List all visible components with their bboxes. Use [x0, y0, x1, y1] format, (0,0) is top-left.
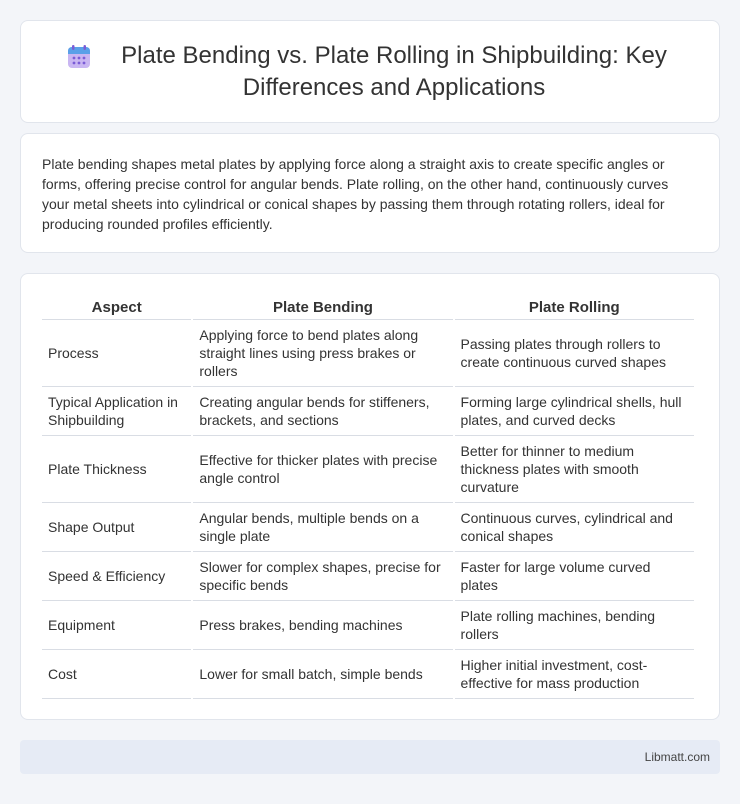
cell-aspect: Plate Thickness: [42, 436, 191, 503]
footer-source[interactable]: Libmatt.com: [644, 750, 710, 764]
footer: [20, 740, 720, 774]
table-row: [42, 552, 694, 601]
calendar-icon: [66, 44, 92, 70]
cell-plate-rolling: Higher initial investment, cost-effective for mass production: [455, 650, 694, 699]
intro-text: Plate bending shapes metal plates by applying force along a straight axis to create specific angles or forms, offering precise control for angular bends. Plate rolling, on the other hand, continuously curves your metal sheets into cylindrical or conical shapes by passing them through rotating rollers, ideal for producing rounded profiles efficiently.: [42, 156, 669, 232]
cell-plate-bending: Lower for small batch, simple bends: [193, 650, 452, 699]
cell-plate-rolling: Faster for large volume curved plates: [455, 552, 694, 601]
cell-plate-rolling: Continuous curves, cylindrical and conical shapes: [455, 503, 694, 552]
cell-aspect: Speed & Efficiency: [42, 552, 191, 601]
header-plate-rolling: Plate Rolling: [455, 296, 694, 320]
cell-plate-rolling: Forming large cylindrical shells, hull plates, and curved decks: [455, 387, 694, 436]
table-card: [20, 273, 720, 720]
cell-plate-rolling: Better for thinner to medium thickness plates with smooth curvature: [455, 436, 694, 503]
page-title: Plate Bending vs. Plate Rolling in Shipbuilding: Key Differences and Applications: [121, 41, 667, 101]
title-card: [20, 20, 720, 123]
cell-plate-bending: Press brakes, bending machines: [193, 601, 452, 650]
table-header-row: [42, 296, 694, 320]
cell-aspect: Typical Application in Shipbuilding: [42, 387, 191, 436]
comparison-table: [40, 296, 696, 699]
cell-plate-bending: Creating angular bends for stiffeners, brackets, and sections: [193, 387, 452, 436]
header-plate-bending: Plate Bending: [193, 296, 452, 320]
cell-plate-rolling: Passing plates through rollers to create continuous curved shapes: [455, 320, 694, 387]
cell-plate-bending: Effective for thicker plates with precise angle control: [193, 436, 452, 503]
table-row: [42, 320, 694, 387]
intro-card: [20, 133, 720, 253]
cell-plate-bending: Slower for complex shapes, precise for specific bends: [193, 552, 452, 601]
title-wrap: [66, 40, 674, 104]
cell-aspect: Cost: [42, 650, 191, 699]
table-row: [42, 650, 694, 699]
table-row: [42, 436, 694, 503]
cell-aspect: Process: [42, 320, 191, 387]
cell-aspect: Shape Output: [42, 503, 191, 552]
cell-plate-bending: Applying force to bend plates along straight lines using press brakes or rollers: [193, 320, 452, 387]
cell-aspect: Equipment: [42, 601, 191, 650]
table-row: [42, 387, 694, 436]
header-aspect: Aspect: [42, 296, 191, 320]
table-row: [42, 503, 694, 552]
cell-plate-bending: Angular bends, multiple bends on a single plate: [193, 503, 452, 552]
table-row: [42, 601, 694, 650]
cell-plate-rolling: Plate rolling machines, bending rollers: [455, 601, 694, 650]
